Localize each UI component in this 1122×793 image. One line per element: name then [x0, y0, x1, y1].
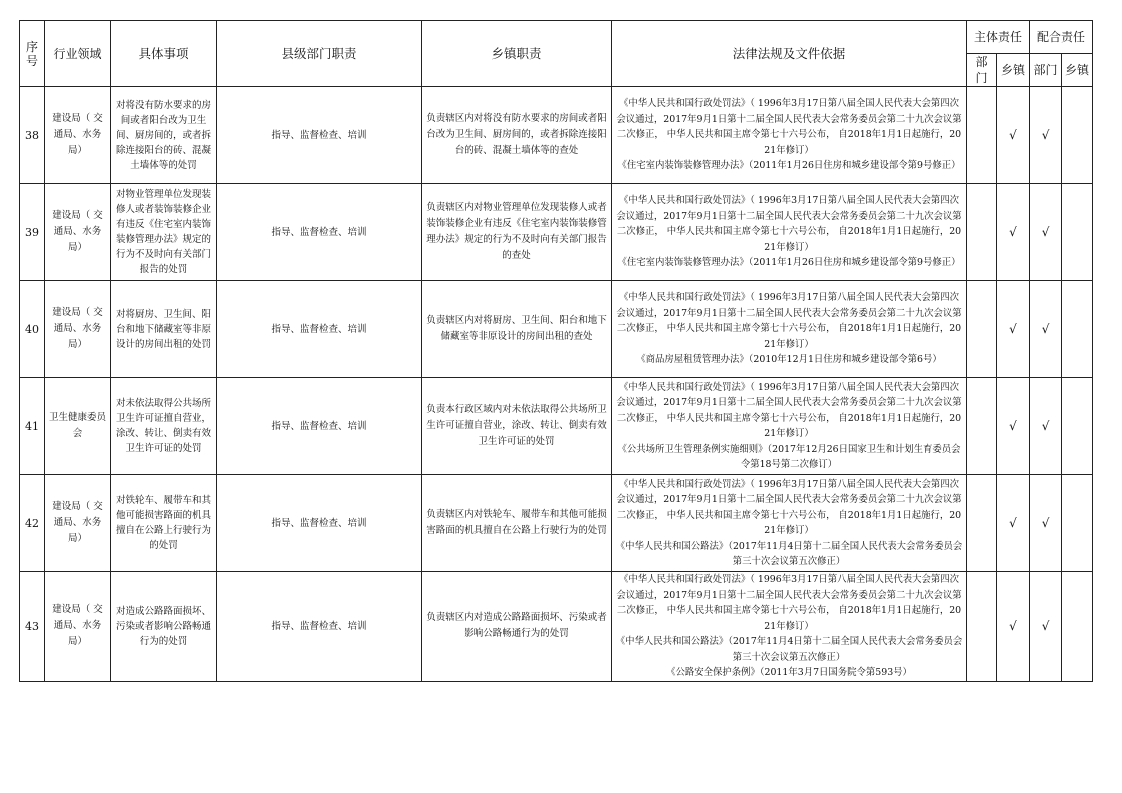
co-dept-cell: √ [1030, 378, 1062, 475]
co-dept-cell: √ [1030, 184, 1062, 281]
item-cell: 对将没有防水要求的房间或者阳台改为卫生间、厨房间的，或者拆除连接阳台的砖、混凝土墙体等的处罚 [111, 87, 217, 184]
seq-cell: 39 [20, 184, 45, 281]
law-reference: 《公共场所卫生管理条例实施细则》（2017年12月26日国家卫生和计划生育委员会令第18号第二次修订） [617, 443, 961, 470]
main-town-cell: √ [997, 184, 1030, 281]
law-basis-cell [612, 475, 967, 572]
header-main-responsibility: 主体责任 [967, 21, 1030, 54]
subheader-dept: 部门 [967, 54, 997, 87]
law-reference: 《中华人民共和国公路法》（2017年11月4日第十二届全国人民代表大会常务委员会第三十次会议第五次修正） [615, 540, 963, 567]
field-cell: 建设局（ 交通局、水务局） [45, 87, 111, 184]
county-duty-cell: 指导、监督检查、培训 [217, 184, 422, 281]
main-town-cell: √ [997, 475, 1030, 572]
town-duty-cell: 负责辖区内对物业管理单位发现装修人或者装饰装修企业有违反《住宅室内装饰装修管理办法》规定的行为不及时向有关部门报告的查处 [422, 184, 612, 281]
law-reference: 《中华人民共和国行政处罚法》（ 1996年3月17日第八届全国人民代表大会第四次会议通过，2017年9月1日第十二届全国人民代表大会常务委员会第二十九次会议第二次修正， 中华人民共和国主席令第七十六号公布， 自2018年1月1日起施行，2021年修订） [616, 381, 962, 439]
header-county: 县级部门职责 [217, 21, 422, 87]
law-basis-cell [612, 378, 967, 475]
field-cell: 建设局（ 交通局、水务局） [45, 475, 111, 572]
law-basis-cell [612, 87, 967, 184]
header-field: 行业领域 [45, 21, 111, 87]
table-row [20, 87, 1093, 184]
seq-cell: 38 [20, 87, 45, 184]
law-reference: 《住宅室内装饰装修管理办法》（2011年1月26日住房和城乡建设部令第9号修正） [617, 257, 961, 269]
law-basis-cell [612, 572, 967, 682]
law-basis-cell [612, 184, 967, 281]
header-cooperate-responsibility: 配合责任 [1030, 21, 1093, 54]
main-dept-cell [967, 184, 997, 281]
main-dept-cell [967, 572, 997, 682]
subheader-township: 乡镇 [997, 54, 1030, 87]
field-cell: 建设局（ 交通局、水务局） [45, 184, 111, 281]
co-town-cell [1062, 475, 1093, 572]
town-duty-cell: 负责辖区内对将厨房、卫生间、阳台和地下储藏室等非原设计的房间出租的查处 [422, 281, 612, 378]
table-body [20, 87, 1093, 682]
main-dept-cell [967, 378, 997, 475]
subheader-township-2: 乡镇 [1062, 54, 1093, 87]
main-town-cell: √ [997, 87, 1030, 184]
co-town-cell [1062, 572, 1093, 682]
table-row [20, 184, 1093, 281]
main-town-cell: √ [997, 378, 1030, 475]
main-town-cell: √ [997, 572, 1030, 682]
item-cell: 对造成公路路面损坏、污染或者影响公路畅通行为的处罚 [111, 572, 217, 682]
county-duty-cell: 指导、监督检查、培训 [217, 475, 422, 572]
county-duty-cell: 指导、监督检查、培训 [217, 87, 422, 184]
county-duty-cell: 指导、监督检查、培训 [217, 281, 422, 378]
law-reference: 《中华人民共和国行政处罚法》（ 1996年3月17日第八届全国人民代表大会第四次会议通过，2017年9月1日第十二届全国人民代表大会常务委员会第二十九次会议第二次修正， 中华人民共和国主席令第七十六号公布， 自2018年1月1日起施行，2021年修订） [616, 195, 962, 253]
main-town-cell: √ [997, 281, 1030, 378]
law-reference: 《中华人民共和国公路法》（2017年11月4日第十二届全国人民代表大会常务委员会第三十次会议第五次修正） [615, 636, 963, 663]
town-duty-cell: 负责辖区内对铁轮车、履带车和其他可能损害路面的机具擅自在公路上行驶行为的处罚 [422, 475, 612, 572]
field-cell: 卫生健康委员会 [45, 378, 111, 475]
law-reference: 《中华人民共和国行政处罚法》（ 1996年3月17日第八届全国人民代表大会第四次会议通过，2017年9月1日第十二届全国人民代表大会常务委员会第二十九次会议第二次修正， 中华人民共和国主席令第七十六号公布， 自2018年1月1日起施行，2021年修订） [616, 292, 962, 350]
header-town: 乡镇职责 [422, 21, 612, 87]
header-law: 法律法规及文件依据 [612, 21, 967, 87]
item-cell: 对物业管理单位发现装修人或者装饰装修企业有违反《住宅室内装饰装修管理办法》规定的行为不及时向有关部门报告的处罚 [111, 184, 217, 281]
law-basis-cell [612, 281, 967, 378]
law-reference: 《公路安全保护条例》（2011年3月7日国务院令第593号） [666, 667, 912, 678]
co-dept-cell: √ [1030, 281, 1062, 378]
county-duty-cell: 指导、监督检查、培训 [217, 572, 422, 682]
table-row [20, 378, 1093, 475]
law-reference: 《中华人民共和国行政处罚法》（ 1996年3月17日第八届全国人民代表大会第四次会议通过，2017年9月1日第十二届全国人民代表大会常务委员会第二十九次会议第二次修正， 中华人民共和国主席令第七十六号公布， 自2018年1月1日起施行，2021年修订） [616, 98, 962, 156]
table-row [20, 281, 1093, 378]
co-town-cell [1062, 281, 1093, 378]
main-dept-cell [967, 475, 997, 572]
seq-cell: 40 [20, 281, 45, 378]
law-reference: 《住宅室内装饰装修管理办法》（2011年1月26日住房和城乡建设部令第9号修正） [617, 160, 961, 172]
header-row [20, 21, 1093, 54]
law-reference: 《中华人民共和国行政处罚法》（ 1996年3月17日第八届全国人民代表大会第四次会议通过，2017年9月1日第十二届全国人民代表大会常务委员会第二十九次会议第二次修正， 中华人民共和国主席令第七十六号公布， 自2018年1月1日起施行，2021年修订） [616, 574, 962, 632]
town-duty-cell: 负责辖区内对造成公路路面损坏、污染或者影响公路畅通行为的处罚 [422, 572, 612, 682]
co-dept-cell: √ [1030, 87, 1062, 184]
table-row [20, 475, 1093, 572]
co-town-cell [1062, 378, 1093, 475]
field-cell: 建设局（ 交通局、水务局） [45, 572, 111, 682]
main-dept-cell [967, 87, 997, 184]
co-dept-cell: √ [1030, 475, 1062, 572]
seq-cell: 42 [20, 475, 45, 572]
field-cell: 建设局（ 交通局、水务局） [45, 281, 111, 378]
co-town-cell [1062, 87, 1093, 184]
law-reference: 《中华人民共和国行政处罚法》（ 1996年3月17日第八届全国人民代表大会第四次会议通过，2017年9月1日第十二届全国人民代表大会常务委员会第二十九次会议第二次修正， 中华人民共和国主席令第七十六号公布， 自2018年1月1日起施行，2021年修订） [616, 478, 962, 536]
law-reference: 《商品房屋租赁管理办法》（2010年12月1日住房和城乡建设部令第6号） [636, 354, 942, 366]
co-town-cell [1062, 184, 1093, 281]
county-duty-cell: 指导、监督检查、培训 [217, 378, 422, 475]
header-item: 具体事项 [111, 21, 217, 87]
item-cell: 对将厨房、卫生间、阳台和地下储藏室等非原设计的房间出租的处罚 [111, 281, 217, 378]
table-row [20, 572, 1093, 682]
header-seq: 序号 [20, 21, 45, 87]
main-dept-cell [967, 281, 997, 378]
subheader-dept-2: 部门 [1030, 54, 1062, 87]
seq-cell: 41 [20, 378, 45, 475]
item-cell: 对铁轮车、履带车和其他可能损害路面的机具擅自在公路上行驶行为的处罚 [111, 475, 217, 572]
co-dept-cell: √ [1030, 572, 1062, 682]
seq-cell: 43 [20, 572, 45, 682]
town-duty-cell: 负责本行政区域内对未依法取得公共场所卫生许可证擅自营业，涂改、转让、倒卖有效卫生许可证的处罚 [422, 378, 612, 475]
duty-table [19, 20, 1093, 682]
town-duty-cell: 负责辖区内对将没有防水要求的房间或者阳台改为卫生间、厨房间的，或者拆除连接阳台的砖、混凝土墙体等的查处 [422, 87, 612, 184]
item-cell: 对未依法取得公共场所卫生许可证擅自营业，涂改、转让、倒卖有效卫生许可证的处罚 [111, 378, 217, 475]
